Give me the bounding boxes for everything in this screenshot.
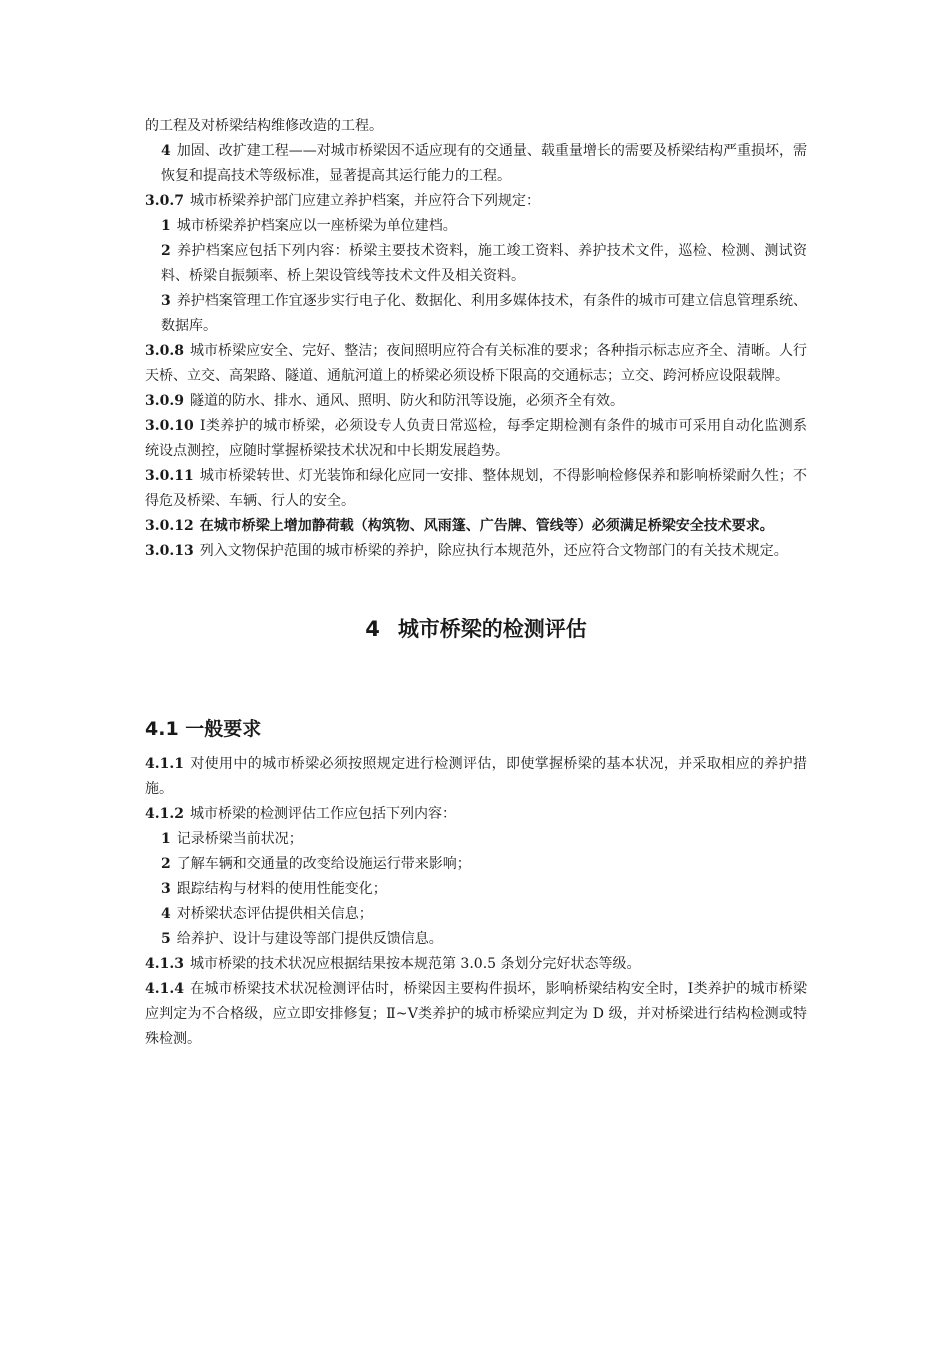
clause-number: 4.1.3 xyxy=(145,956,184,972)
clause-text: 的工程及对桥梁结构维修改造的工程。 xyxy=(145,118,383,134)
clause-text: 城市桥梁应安全、完好、整洁；夜间照明应符合有关标准的要求；各种指示标志应齐全、清晰。人行天桥、立交、高架路、隧道、通航河道上的桥梁必须设桥下限高的交通标志；立交、跨河桥应设限载牌。 xyxy=(145,343,807,384)
paragraph xyxy=(145,114,807,139)
clause-number: 3 xyxy=(161,293,171,309)
clause-text: 对桥梁状态评估提供相关信息； xyxy=(176,906,373,922)
clause-number: 3.0.9 xyxy=(145,393,184,409)
clause-text: 城市桥梁养护档案应以一座桥梁为单位建档。 xyxy=(176,218,457,234)
clause-text: 跟踪结构与材料的使用性能变化； xyxy=(176,881,387,897)
paragraph xyxy=(145,852,807,877)
clause-number: 2 xyxy=(161,856,171,872)
paragraph xyxy=(145,414,807,464)
clause-number: 3.0.13 xyxy=(145,543,194,559)
clause-number: 3.0.10 xyxy=(145,418,194,434)
clause-text: 养护档案应包括下列内容：桥梁主要技术资料，施工竣工资料、养护技术文件，巡检、检测、测试资料、桥梁自振频率、桥上架设管线等技术文件及相关资料。 xyxy=(161,243,807,284)
paragraph xyxy=(145,827,807,852)
paragraph xyxy=(145,877,807,902)
paragraph xyxy=(145,902,807,927)
clause-text: 列入文物保护范围的城市桥梁的养护，除应执行本规范外，还应符合文物部门的有关技术规定。 xyxy=(199,543,788,559)
clause-text: 对使用中的城市桥梁必须按照规定进行检测评估，即使掌握桥梁的基本状况，并采取相应的养护措施。 xyxy=(145,756,807,797)
paragraph xyxy=(145,389,807,414)
clause-number: 5 xyxy=(161,931,171,947)
paragraph xyxy=(145,927,807,952)
paragraph-list-bottom xyxy=(145,752,807,1052)
clause-number: 4 xyxy=(161,906,171,922)
clause-number: 3.0.11 xyxy=(145,468,194,484)
paragraph xyxy=(145,214,807,239)
document-body xyxy=(145,114,807,1052)
paragraph xyxy=(145,464,807,514)
clause-number: 1 xyxy=(161,218,171,234)
clause-text: 城市桥梁的技术状况应根据结果按本规范第 3.0.5 条划分完好状态等级。 xyxy=(189,956,641,972)
paragraph xyxy=(145,339,807,389)
clause-text: 城市桥梁转世、灯光装饰和绿化应同一安排、整体规划，不得影响检修保养和影响桥梁耐久性；不得危及桥梁、车辆、行人的安全。 xyxy=(145,468,807,509)
clause-number: 2 xyxy=(161,243,171,259)
paragraph xyxy=(145,239,807,289)
clause-text: 在城市桥梁上增加静荷载（构筑物、风雨篷、广告牌、管线等）必须满足桥梁安全技术要求。 xyxy=(199,518,774,534)
paragraph xyxy=(145,139,807,189)
paragraph xyxy=(145,802,807,827)
clause-number: 1 xyxy=(161,831,171,847)
clause-text: 隧道的防水、排水、通风、照明、防火和防汛等设施，必须齐全有效。 xyxy=(189,393,624,409)
chapter-heading xyxy=(145,614,807,644)
section-heading: 4.1 一般要求 xyxy=(145,718,262,740)
chapter-title: 城市桥梁的检测评估 xyxy=(397,617,587,641)
clause-text: 记录桥梁当前状况； xyxy=(176,831,303,847)
clause-number: 4.1.1 xyxy=(145,756,184,772)
paragraph xyxy=(145,752,807,802)
clause-number: 4 xyxy=(161,143,171,159)
clause-text: 给养护、设计与建设等部门提供反馈信息。 xyxy=(176,931,443,947)
clause-number: 4.1.2 xyxy=(145,806,184,822)
clause-text: 在城市桥梁技术状况检测评估时，桥梁因主要构件损坏，影响桥梁结构安全时，Ⅰ类养护的城市桥梁应判定为不合格级，应立即安排修复；Ⅱ~Ⅴ类养护的城市桥梁应判定为 D 级，并对桥梁进行结构检测或特殊检测。 xyxy=(145,981,807,1047)
clause-number: 3.0.8 xyxy=(145,343,184,359)
clause-number: 3.0.12 xyxy=(145,518,194,534)
clause-text: 城市桥梁的检测评估工作应包括下列内容： xyxy=(189,806,456,822)
paragraph xyxy=(145,514,807,539)
clause-number: 4.1.4 xyxy=(145,981,184,997)
clause-text: 加固、改扩建工程——对城市桥梁因不适应现有的交通量、载重量增长的需要及桥梁结构严重损坏，需恢复和提高技术等级标准，显著提高其运行能力的工程。 xyxy=(161,143,807,184)
clause-text: 养护档案管理工作宜逐步实行电子化、数据化、利用多媒体技术，有条件的城市可建立信息管理系统、数据库。 xyxy=(161,293,807,334)
clause-text: Ⅰ类养护的城市桥梁，必须设专人负责日常巡检，每季定期检测有条件的城市可采用自动化监测系统设点测控，应随时掌握桥梁技术状况和中长期发展趋势。 xyxy=(145,418,807,459)
clause-number: 3 xyxy=(161,881,171,897)
paragraph xyxy=(145,189,807,214)
paragraph xyxy=(145,977,807,1052)
paragraph-list-top xyxy=(145,114,807,564)
chapter-number: 4 xyxy=(365,617,380,641)
paragraph xyxy=(145,539,807,564)
clause-text: 城市桥梁养护部门应建立养护档案，并应符合下列规定： xyxy=(189,193,540,209)
paragraph xyxy=(145,952,807,977)
paragraph xyxy=(145,289,807,339)
clause-number: 3.0.7 xyxy=(145,193,184,209)
clause-text: 了解车辆和交通量的改变给设施运行带来影响； xyxy=(176,856,471,872)
